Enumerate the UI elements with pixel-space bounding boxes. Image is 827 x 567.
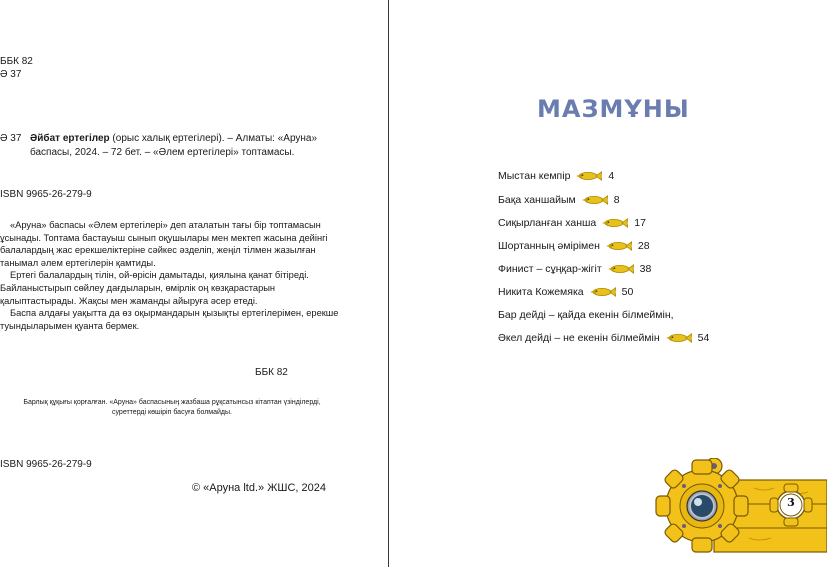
toc-item[interactable] (498, 261, 651, 277)
toc-item[interactable] (498, 168, 614, 184)
book-title: Әйбат ертегілер (30, 133, 110, 144)
toc-item-title: Сиқырланған ханша (498, 217, 597, 229)
abstract-paragraph: «Аруна» баспасы «Әлем ертегілері» деп аталатын тағы бір топтамасын ұсынады. Топтама бастауыш сынып оқушылары мен мектеп жасына дейінгі балалардың жас ерекшеліктеріне сәйкес әзделіп, жеңіл тілмен жазылған танымал әлем ертегілерін қамтиды. (0, 220, 328, 268)
toc-page-number: 54 (697, 332, 710, 344)
goldfish-icon (602, 217, 628, 229)
toc-page-number: 8 (613, 194, 620, 206)
bbk-index-top (0, 55, 33, 81)
toc-item-title: Мыстан кемпір (498, 170, 571, 182)
rights-notice: Барлық құқығы қорғалған. «Аруна» баспасының жазбаша рұқсатынсыз кітаптан үзінділерді, суреттерді көшіріп басуға болмайды. (23, 399, 321, 416)
goldfish-icon (606, 240, 632, 252)
biblio-text (30, 132, 340, 160)
toc-page-number: 28 (637, 240, 650, 252)
bibliographic-record (0, 132, 340, 160)
toc-item-title: Финист – сұңқар-жігіт (498, 263, 602, 275)
bbk-index-bottom: ББК 82 (255, 367, 288, 378)
isbn: ISBN 9965-26-279-9 (0, 189, 92, 200)
toc-item[interactable] (498, 330, 709, 346)
toc-item[interactable] (498, 215, 646, 231)
toc-title: МАЗМҰНЫ (537, 95, 690, 123)
biblio-line-2: баспасы, 2024. – 72 бет. – «Әлем ертегілері» топтамасы. (30, 147, 295, 158)
toc-item-title: Бақа ханшайым (498, 194, 576, 206)
abstract-paragraph: Баспа алдағы уақытта да өз оқырмандарын қызықты ертегілерімен, ерекше туындыларымен қуанта бермек. (0, 308, 339, 331)
biblio-line-1: (орыс халық ертегілері). – Алматы: «Аруна» (109, 133, 318, 144)
goldfish-icon (576, 170, 602, 182)
toc-page-number: 50 (621, 286, 634, 298)
right-page (389, 0, 827, 567)
bbk-code: ББК 82 (0, 56, 33, 67)
copyright: © «Аруна ltd.» ЖШС, 2024 (192, 482, 326, 494)
toc-page-number: 38 (639, 263, 652, 275)
isbn-bottom: ISBN 9965-26-279-9 (0, 459, 92, 470)
toc-item[interactable] (498, 284, 633, 300)
toc-item-title: Әкел дейді – не екенін білмеймін (498, 332, 660, 344)
toc-item-title: Никита Кожемяка (498, 286, 584, 298)
toc-item[interactable] (498, 192, 620, 208)
biblio-code: Ә 37 (0, 133, 22, 144)
page-number: 3 (787, 496, 795, 509)
toc-item-title: Шортанның әмірімен (498, 240, 600, 252)
goldfish-icon (582, 194, 608, 206)
goldfish-icon (590, 286, 616, 298)
toc-page-number: 17 (634, 217, 646, 229)
abstract (0, 219, 340, 332)
toc-item-title: Бар дейді – қайда екенін білмеймін, (498, 309, 674, 321)
author-mark: Ә 37 (0, 69, 22, 80)
abstract-paragraph: Ертегі балалардың тілін, ой-өрісін дамытады, қиялына қанат бітіреді. Байланыстырып сөйлеу дағдыларын, өмірлік оң көзқарастарын қалыптастырады. Жақсы мен жаманды айыруға әсер етеді. (0, 270, 309, 306)
porthole-icon (654, 458, 827, 567)
toc-page-number: 4 (608, 170, 615, 182)
goldfish-icon (608, 263, 634, 275)
toc-item[interactable] (498, 238, 650, 254)
goldfish-icon (666, 332, 692, 344)
left-page (0, 0, 388, 567)
toc-item[interactable] (498, 307, 674, 323)
